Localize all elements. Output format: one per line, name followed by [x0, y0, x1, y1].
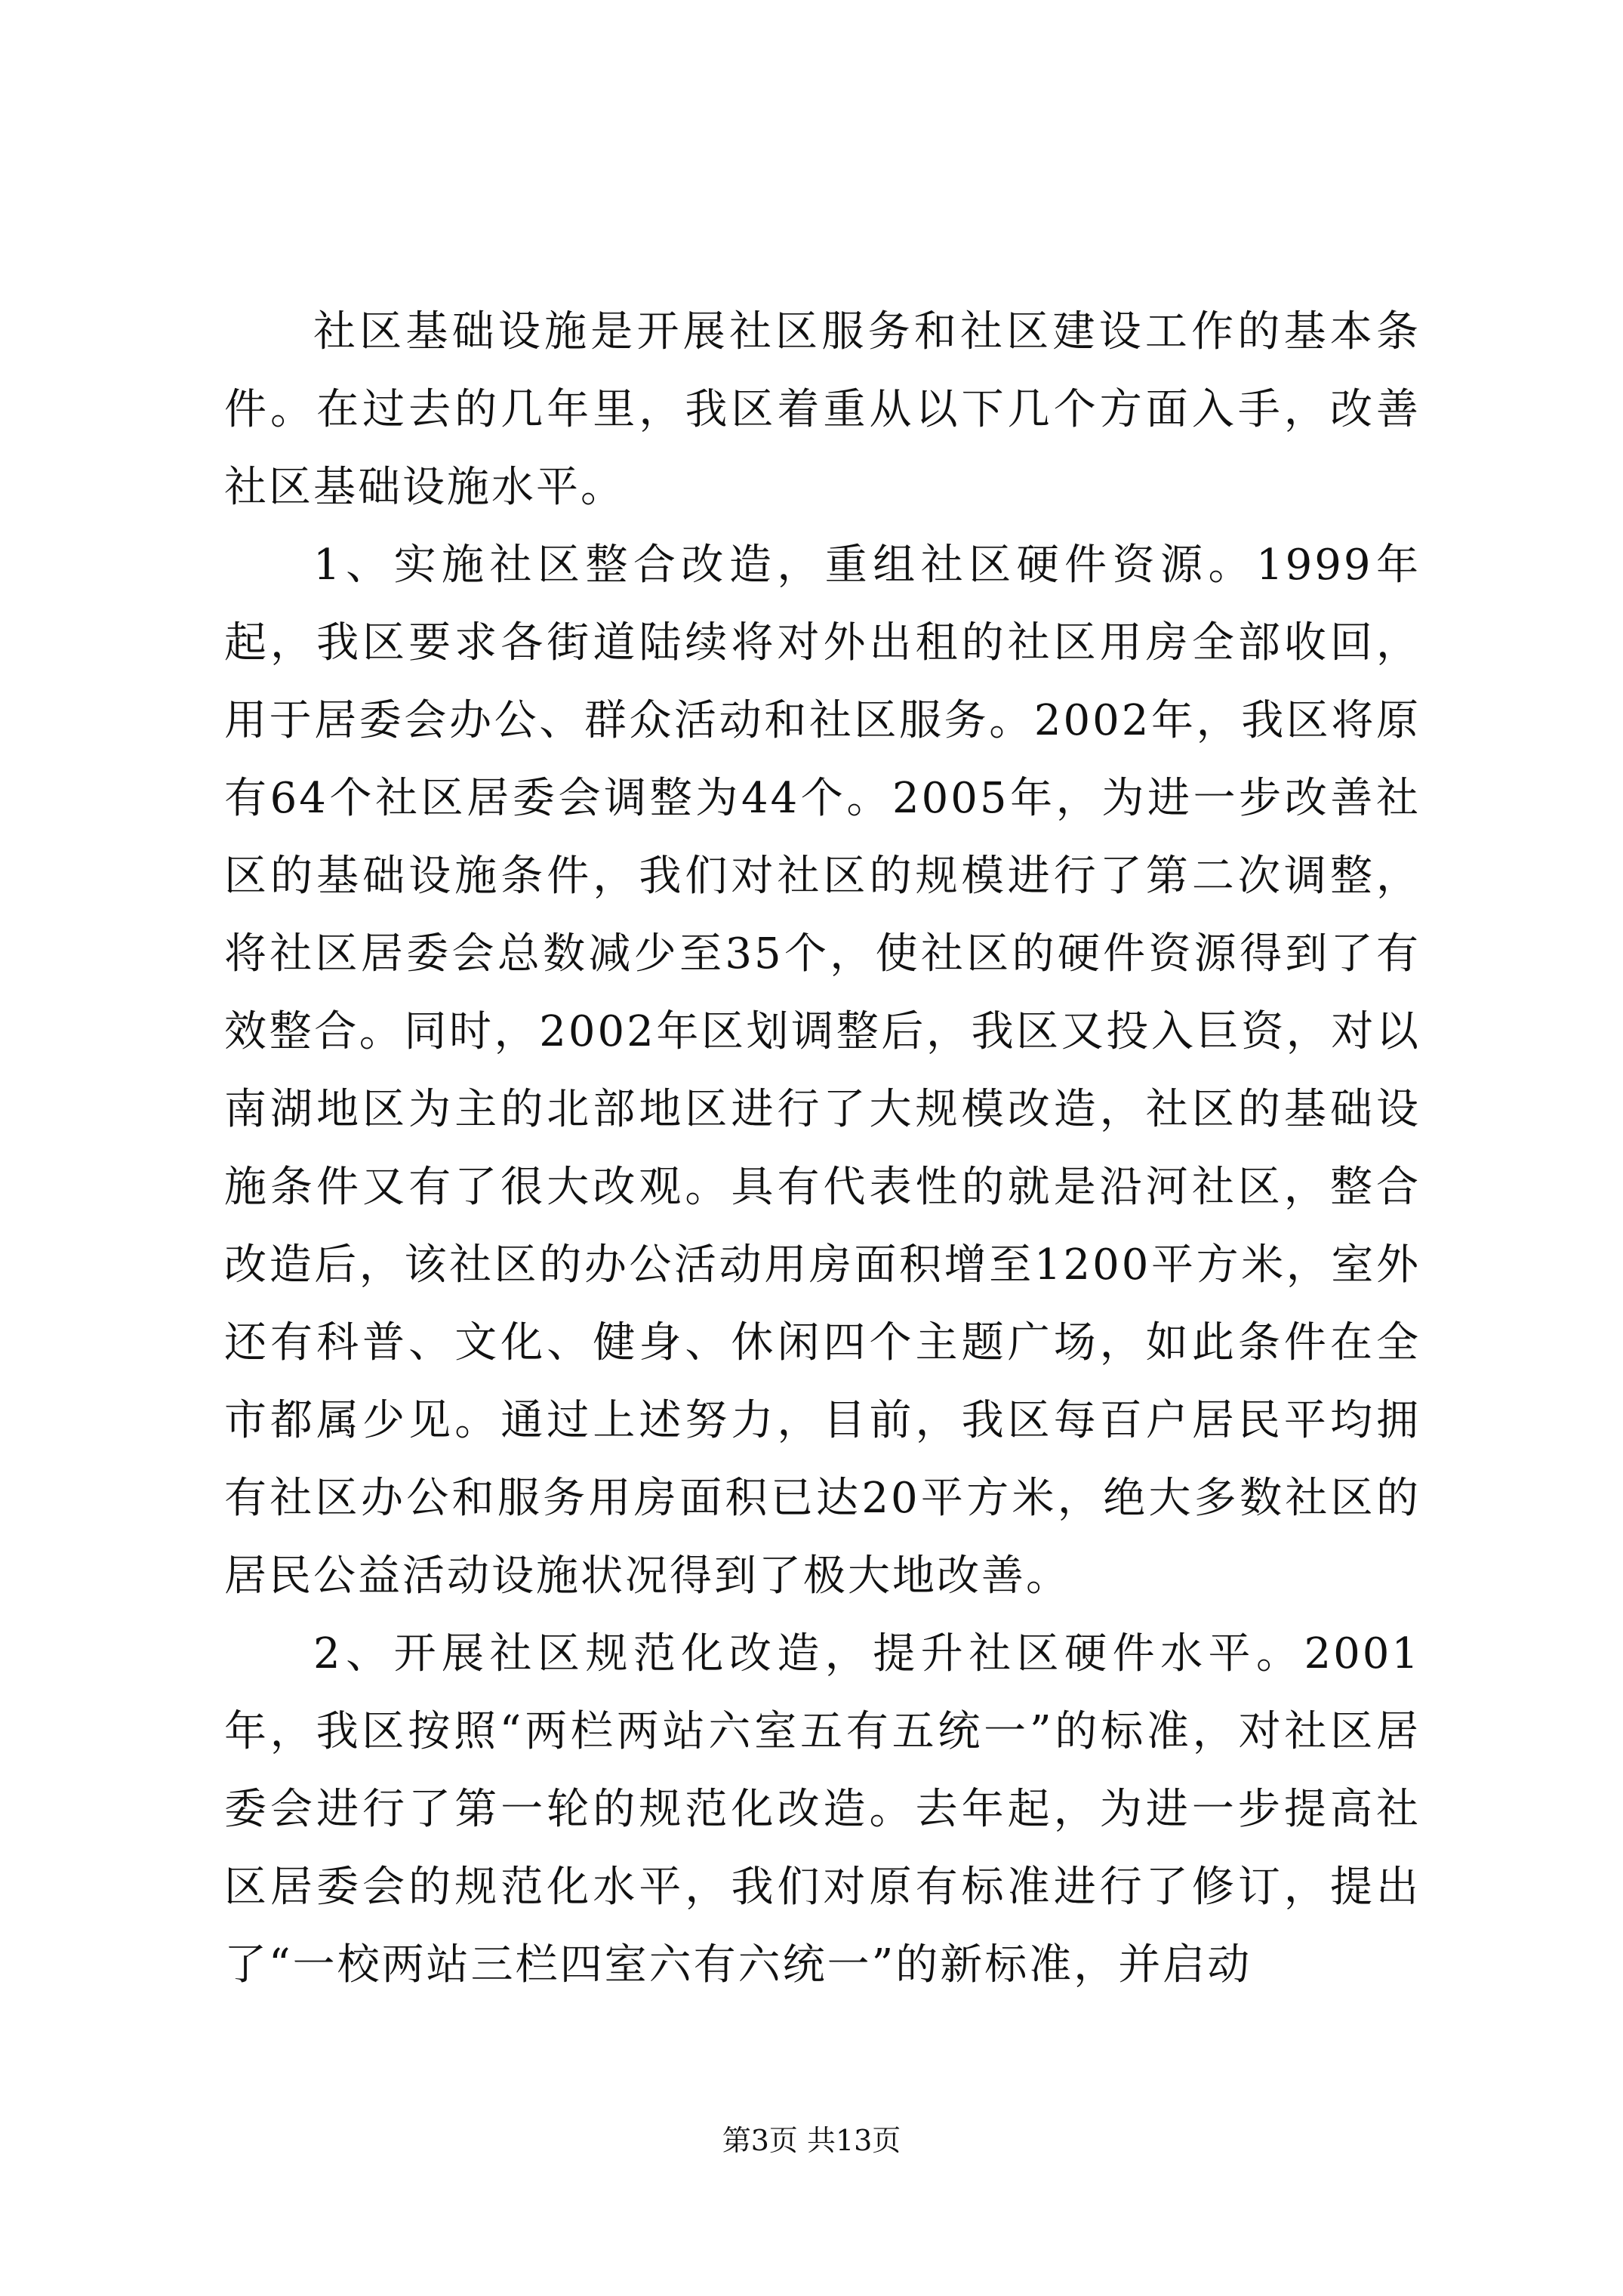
page-number-footer: 第3页 共13页 — [722, 2124, 901, 2157]
paragraph-item-1: 1、实施社区整合改造，重组社区硬件资源。1999年起，我区要求各街道陆续将对外出租的社区用房全部收回，用于居委会办公、群众活动和社区服务。2002年，我区将原有64个社区居委会调整为44个。2005年，为进一步改善社区的基础设施条件，我们对社区的规模进行了第二次调整，将社区居委会总数减少至35个，使社区的硬件资源得到了有效整合。同时，2002年区划调整后，我区又投入巨资，对以南湖地区为主的北部地区进行了大规模改造，社区的基础设施条件又有了很大改观。具有代表性的就是沿河社区，整合改造后，该社区的办公活动用房面积增至1200平方米，室外还有科普、文化、健身、休闲四个主题广场，如此条件在全市都属少见。通过上述努力，目前，我区每百户居民平均拥有社区办公和服务用房面积已达20平方米，绝大多数社区的居民公益活动设施状况得到了极大地改善。 — [224, 541, 1421, 1601]
paragraph-item-2: 2、开展社区规范化改造，提升社区硬件水平。2001年，我区按照“两栏两站六室五有五统一”的标准，对社区居委会进行了第一轮的规范化改造。去年起，为进一步提高社区居委会的规范化水平，我们对原有标准进行了修订，提出了“一校两站三栏四室六有六统一”的新标准，并启动 — [224, 1629, 1421, 1989]
paragraph-intro: 社区基础设施是开展社区服务和社区建设工作的基本条件。在过去的几年里，我区着重从以下几个方面入手，改善社区基础设施水平。 — [224, 307, 1421, 512]
document-body — [224, 293, 1421, 2004]
